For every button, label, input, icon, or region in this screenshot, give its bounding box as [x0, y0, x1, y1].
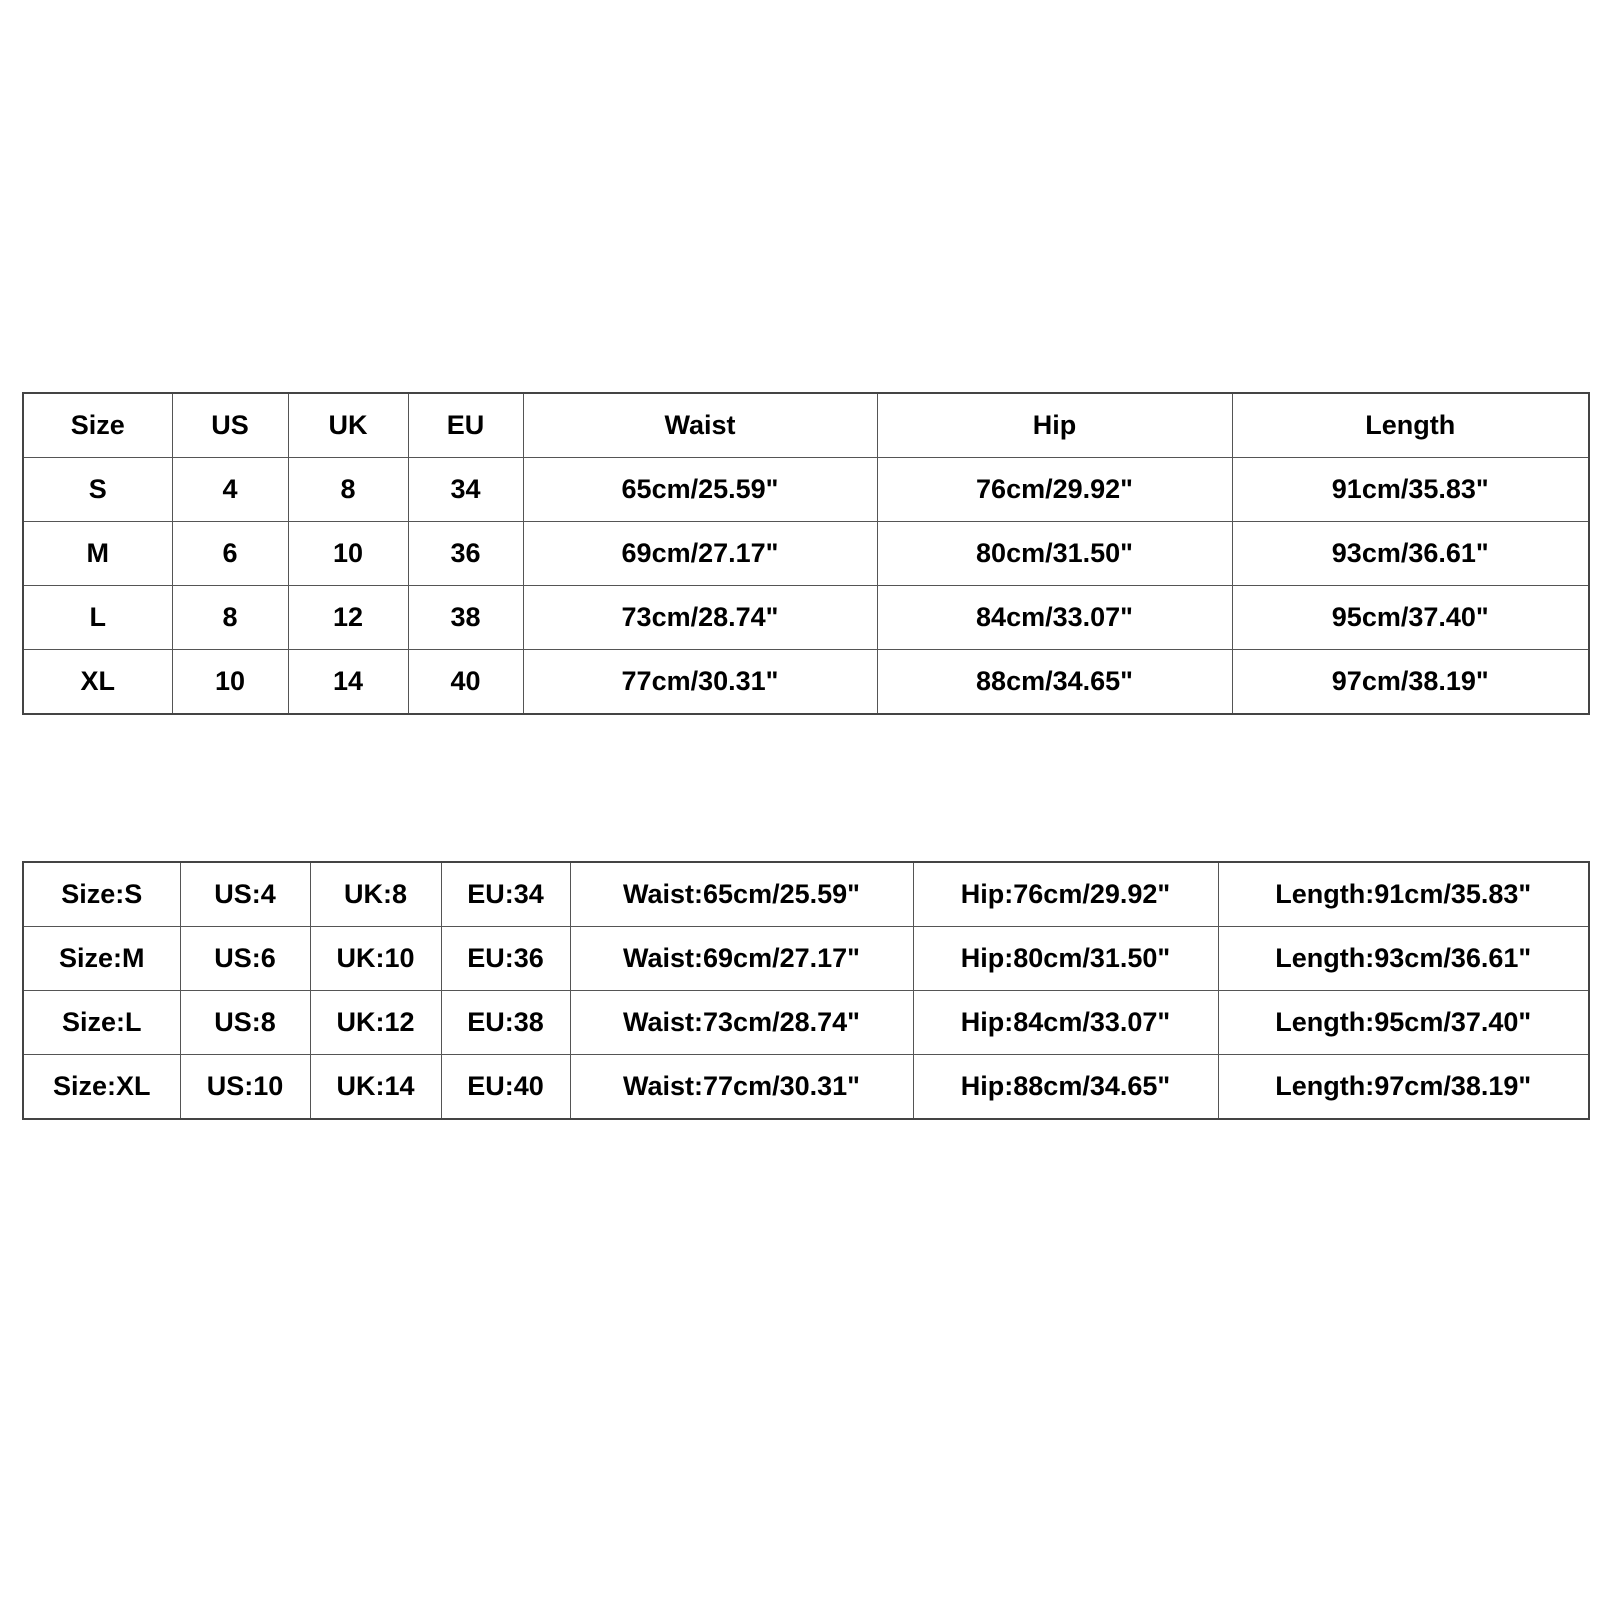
table-cell: 93cm/36.61" — [1232, 522, 1589, 586]
header-us: US — [172, 393, 288, 458]
table-cell: L — [23, 586, 172, 650]
table-cell: UK:10 — [310, 927, 441, 991]
table-header-row — [23, 393, 1589, 458]
table-cell: 8 — [288, 458, 408, 522]
table-cell: Hip:80cm/31.50" — [913, 927, 1218, 991]
table-cell: 95cm/37.40" — [1232, 586, 1589, 650]
table-row — [23, 650, 1589, 715]
table-cell: Size:S — [23, 862, 180, 927]
table-cell: 84cm/33.07" — [877, 586, 1232, 650]
table-cell: Hip:76cm/29.92" — [913, 862, 1218, 927]
table-cell: 88cm/34.65" — [877, 650, 1232, 715]
table-cell: Size:XL — [23, 1055, 180, 1120]
size-chart-table — [22, 392, 1590, 715]
table-cell: EU:38 — [441, 991, 570, 1055]
table-cell: US:8 — [180, 991, 310, 1055]
table-cell: Length:97cm/38.19" — [1218, 1055, 1589, 1120]
header-uk: UK — [288, 393, 408, 458]
table-row — [23, 991, 1589, 1055]
table-cell: US:10 — [180, 1055, 310, 1120]
table-cell: Waist:69cm/27.17" — [570, 927, 913, 991]
table-row — [23, 586, 1589, 650]
table-row — [23, 927, 1589, 991]
table-cell: 14 — [288, 650, 408, 715]
header-size: Size — [23, 393, 172, 458]
table-cell: XL — [23, 650, 172, 715]
table-cell: 4 — [172, 458, 288, 522]
table-cell: Hip:88cm/34.65" — [913, 1055, 1218, 1120]
table-cell: 73cm/28.74" — [523, 586, 877, 650]
table-cell: EU:36 — [441, 927, 570, 991]
table-cell: 40 — [408, 650, 523, 715]
table-cell: Waist:65cm/25.59" — [570, 862, 913, 927]
table-cell: EU:34 — [441, 862, 570, 927]
table-cell: 34 — [408, 458, 523, 522]
table-cell: 80cm/31.50" — [877, 522, 1232, 586]
table-cell: Size:M — [23, 927, 180, 991]
table-cell: S — [23, 458, 172, 522]
table-cell: Waist:73cm/28.74" — [570, 991, 913, 1055]
table-row — [23, 522, 1589, 586]
table-cell: 91cm/35.83" — [1232, 458, 1589, 522]
table-cell: 12 — [288, 586, 408, 650]
size-detail-table — [22, 861, 1590, 1120]
table-cell: Waist:77cm/30.31" — [570, 1055, 913, 1120]
table-cell: 38 — [408, 586, 523, 650]
table-cell: EU:40 — [441, 1055, 570, 1120]
table-cell: 69cm/27.17" — [523, 522, 877, 586]
table-cell: Hip:84cm/33.07" — [913, 991, 1218, 1055]
table-cell: 36 — [408, 522, 523, 586]
table-cell: 10 — [288, 522, 408, 586]
table-cell: UK:12 — [310, 991, 441, 1055]
table-cell: 65cm/25.59" — [523, 458, 877, 522]
header-length: Length — [1232, 393, 1589, 458]
table-cell: UK:14 — [310, 1055, 441, 1120]
table-cell: Length:95cm/37.40" — [1218, 991, 1589, 1055]
header-eu: EU — [408, 393, 523, 458]
table-cell: 97cm/38.19" — [1232, 650, 1589, 715]
table-row — [23, 1055, 1589, 1120]
table-cell: Size:L — [23, 991, 180, 1055]
table-row — [23, 862, 1589, 927]
table-cell: 76cm/29.92" — [877, 458, 1232, 522]
table-cell: 6 — [172, 522, 288, 586]
table-cell: 8 — [172, 586, 288, 650]
table-cell: M — [23, 522, 172, 586]
table-cell: US:4 — [180, 862, 310, 927]
table-cell: Length:93cm/36.61" — [1218, 927, 1589, 991]
header-hip: Hip — [877, 393, 1232, 458]
table-cell: US:6 — [180, 927, 310, 991]
table-cell: 10 — [172, 650, 288, 715]
header-waist: Waist — [523, 393, 877, 458]
table-cell: Length:91cm/35.83" — [1218, 862, 1589, 927]
table-cell: UK:8 — [310, 862, 441, 927]
table-cell: 77cm/30.31" — [523, 650, 877, 715]
table-row — [23, 458, 1589, 522]
